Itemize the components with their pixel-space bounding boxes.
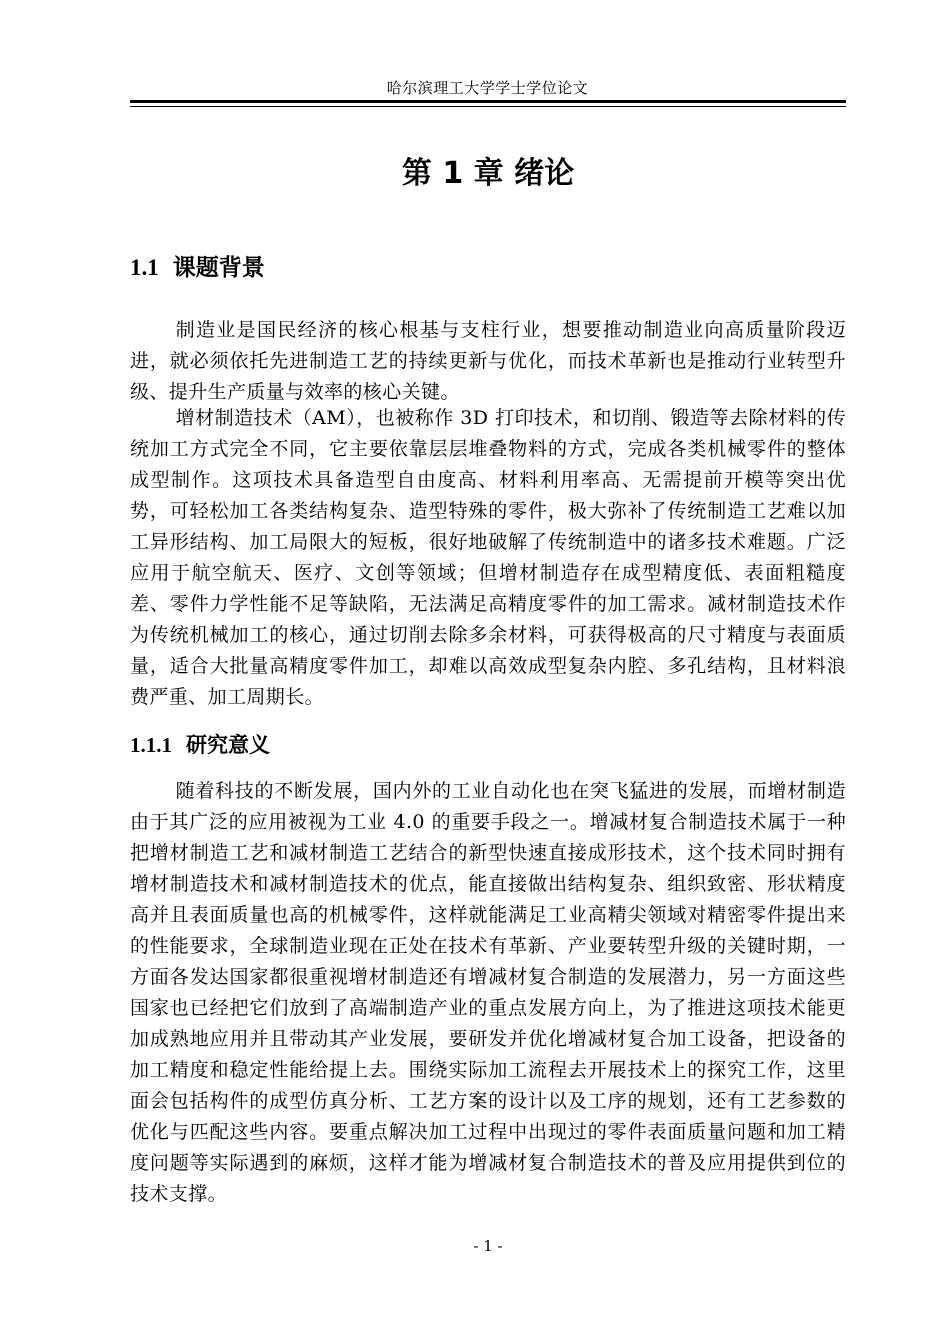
section-number: 1.1 xyxy=(130,255,159,280)
subsection-title: 研究意义 xyxy=(186,733,270,757)
body-paragraph: 增材制造技术（AM），也被称作 3D 打印技术，和切削、锻造等去除材料的传统加工方式完全不同，它主要依靠层层堆叠物料的方式，完成各类机械零件的整体成型制作。这项技术具备造型自由度高、材料利用率高、无需提前开模等突出优势，可轻松加工各类结构复杂、造型特殊的零件，极大弥补了传统制造工艺难以加工异形结构、加工局限大的短板，很好地破解了传统制造中的诸多技术难题。广泛应用于航空航天、医疗、文创等领域；但增材制造存在成型精度低、表面粗糙度差、零件力学性能不足等缺陷，无法满足高精度零件的加工需求。减材制造技术作为传统机械加工的核心，通过切削去除多余材料，可获得极高的尺寸精度与表面质量，适合大批量高精度零件加工，却难以高效成型复杂内腔、多孔结构，且材料浪费严重、加工周期长。 xyxy=(130,407,846,708)
chapter-title: 第 1 章 绪论 xyxy=(401,156,575,191)
subsection-heading xyxy=(130,728,270,762)
running-header: 哈尔滨理工大学学士学位论文 xyxy=(386,79,589,97)
body-paragraph: 随着科技的不断发展，国内外的工业自动化也在突飞猛进的发展，而增材制造由于其广泛的应用被视为工业 4.0 的重要手段之一。增减材复合制造技术属于一种把增材制造工艺和减材制造工艺结合的新型快速直接成形技术，这个技术同时拥有增材制造技术和减材制造技术的优点，能直接做出结构复杂、组织致密、形状精度高并且表面质量也高的机械零件，这样就能满足工业高精尖领域对精密零件提出来的性能要求，全球制造业现在正处在技术有革新、产业要转型升级的关键时期，一方面各发达国家都很重视增材制造还有增减材复合制造的发展潜力，另一方面这些国家也已经把它们放到了高端制造产业的重点发展方向上，为了推进这项技术能更加成熟地应用并且带动其产业发展，要研发并优化增减材复合加工设备，把设备的加工精度和稳定性能给提上去。围绕实际加工流程去开展技术上的探究工作，这里面会包括构件的成型仿真分析、工艺方案的设计以及工序的规划，还有工艺参数的优化与匹配这些内容。要重点解决加工过程中出现过的零件表面质量问题和加工精度问题等实际遇到的麻烦，这样才能为增减材复合制造技术的普及应用提供到位的技术支撑。 xyxy=(130,780,846,1205)
header-rule-thick xyxy=(130,100,846,103)
page-number: - 1 - xyxy=(473,1237,503,1255)
body-paragraph: 制造业是国民经济的核心根基与支柱行业，想要推动制造业向高质量阶段迈进，就必须依托先进制造工艺的持续更新与优化，而技术革新也是推动行业转型升级、提升生产质量与效率的核心关键。 xyxy=(130,319,846,403)
section-title: 课题背景 xyxy=(172,255,265,281)
header-rule-thin xyxy=(130,106,846,107)
section-heading xyxy=(130,250,265,286)
subsection-number: 1.1.1 xyxy=(130,733,172,757)
